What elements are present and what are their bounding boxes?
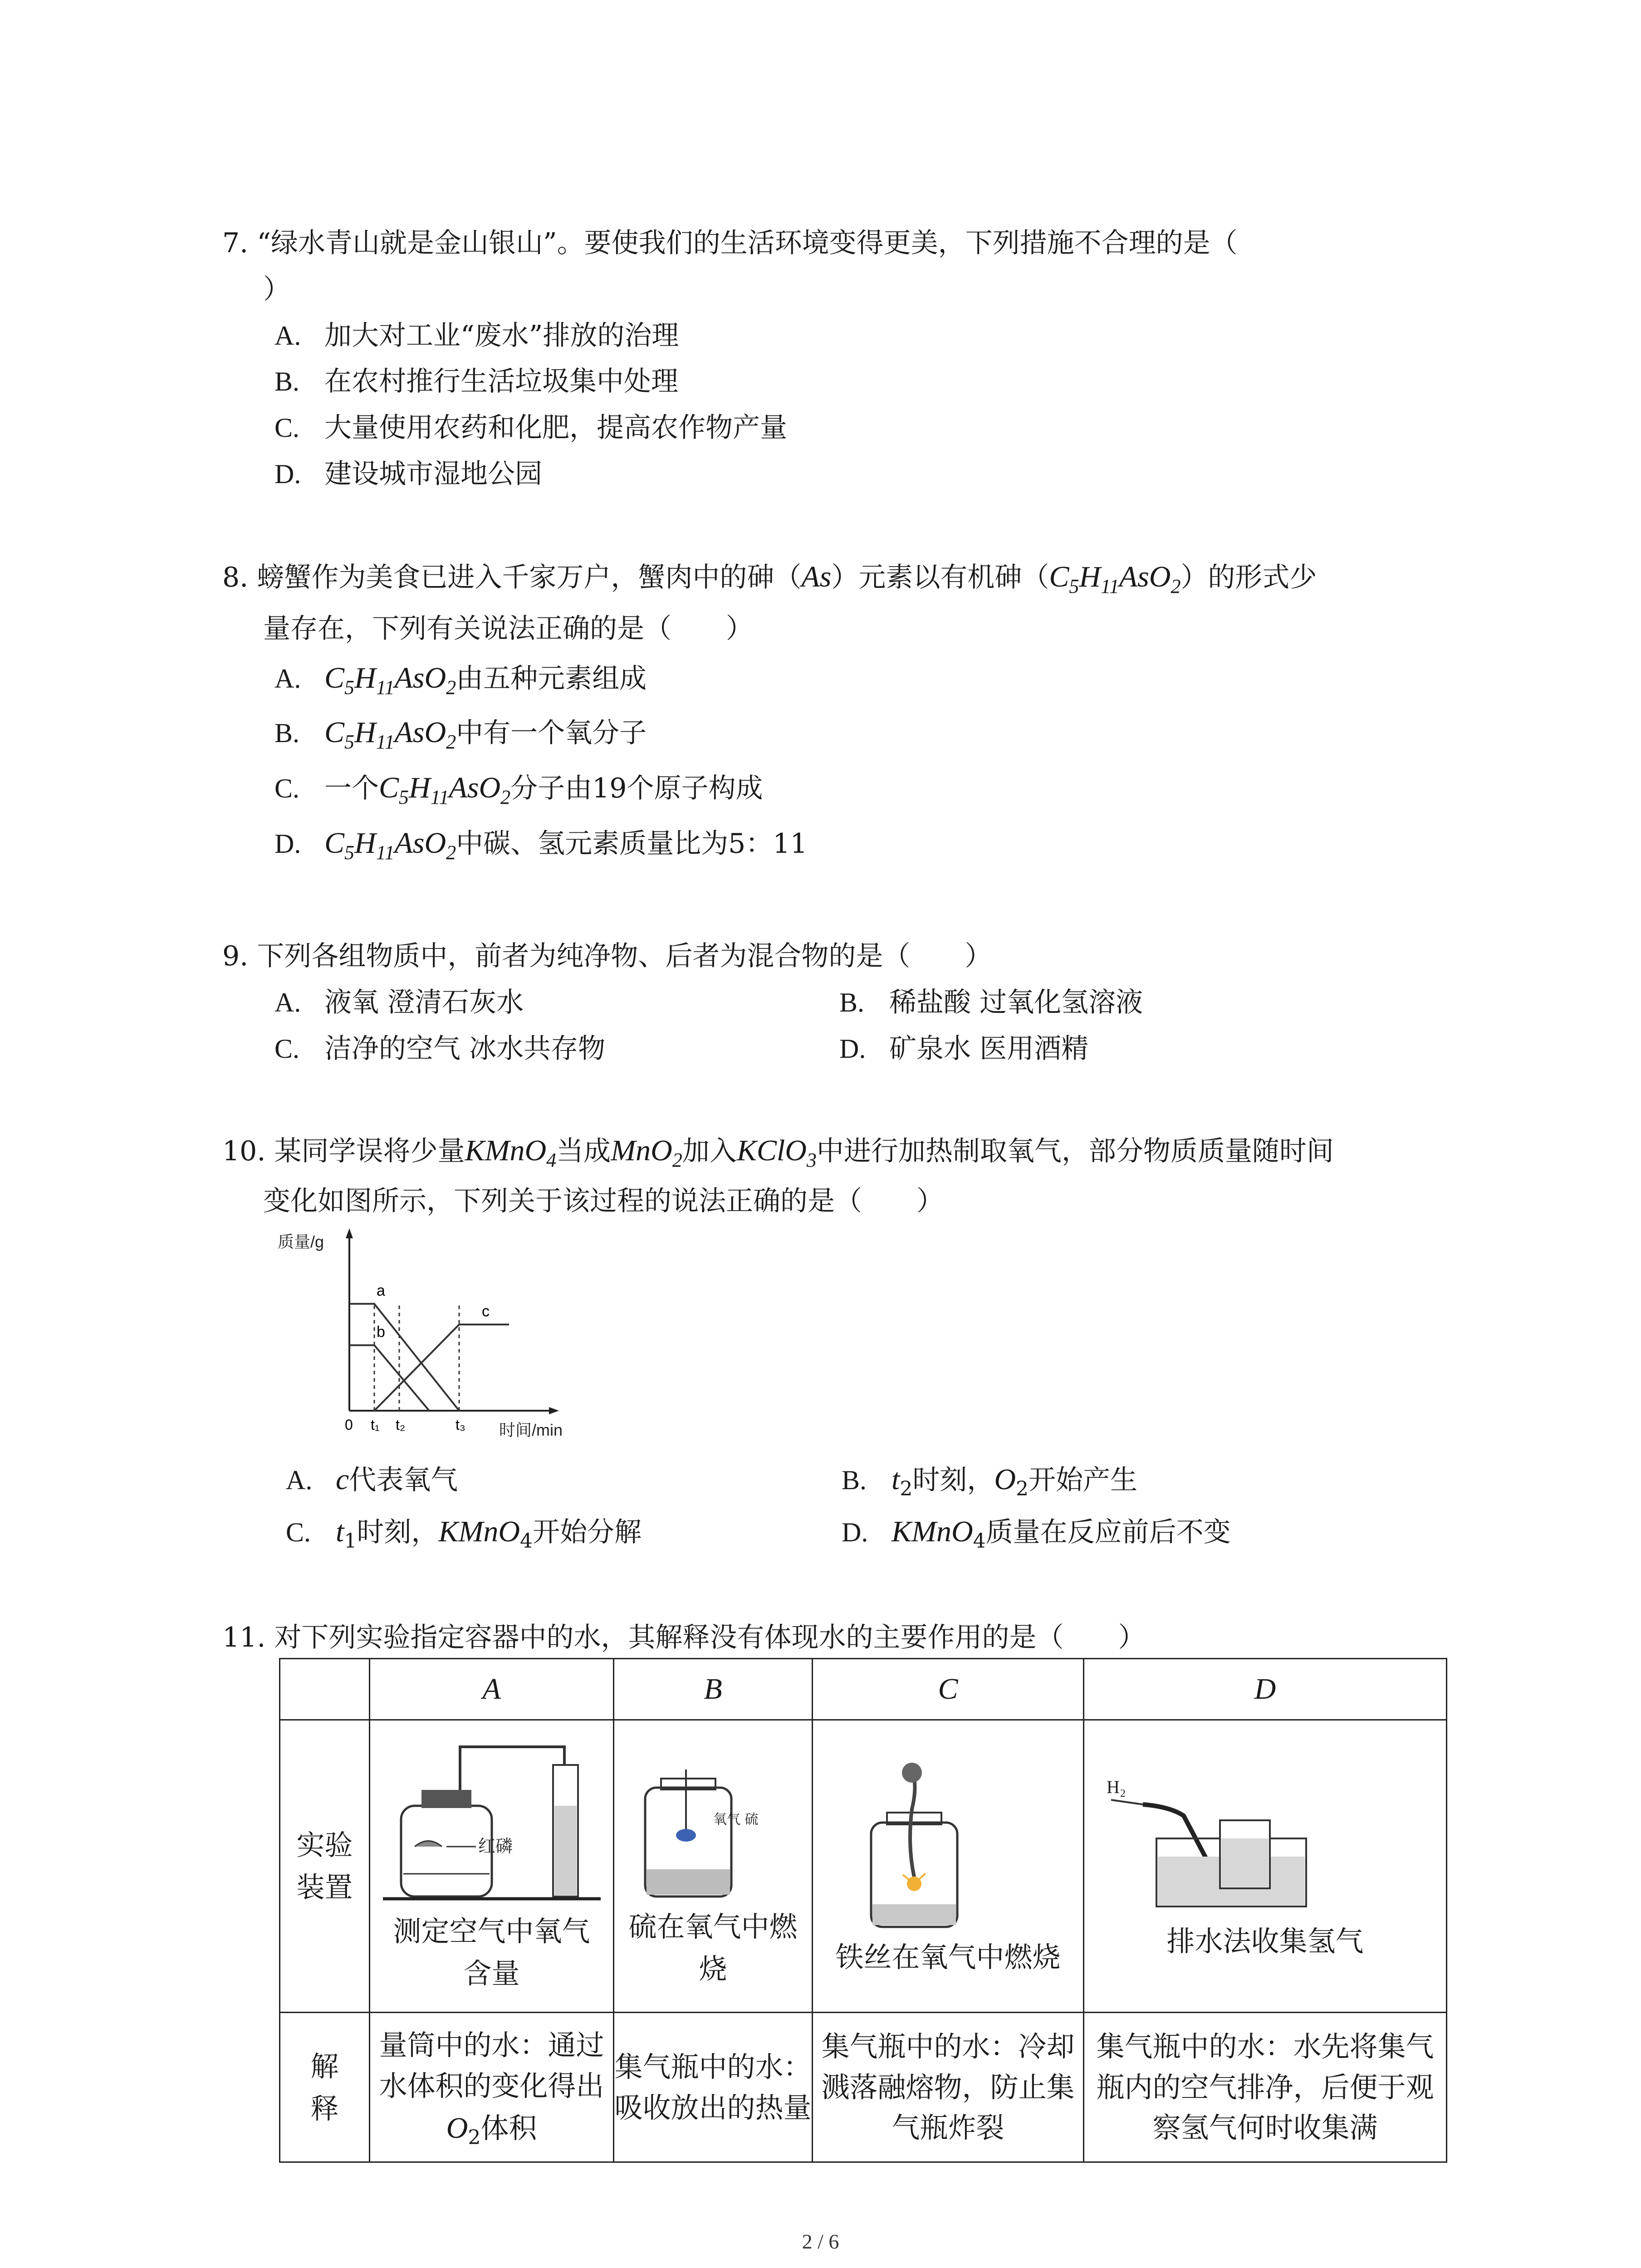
- option-text: 时刻，: [912, 1464, 994, 1496]
- q10-stem-line2: 变化如图所示，下列关于该过程的说法正确的是（ ）: [263, 1185, 944, 1217]
- option-text: 开始分解: [533, 1516, 642, 1548]
- q10-stem-line1: 10. 某同学误将少量KMnO$_4$当成MnO$_2$加入KClO$_3$中进行加热制取氧气，部分物质质量随时间: [222, 1134, 1334, 1171]
- x-tick-label: t₁: [371, 1417, 380, 1433]
- q11-caption-a: 测定空气中氧气含量: [393, 1915, 590, 1990]
- q11-stem: 11. 对下列实验指定容器中的水，其解释没有体现水的主要作用的是（ ）: [222, 1622, 1146, 1653]
- formula: $C_5H_{11}AsO_2$: [379, 771, 511, 808]
- series-line-b: [349, 1345, 429, 1411]
- q8-stem-line1: 8. 螃蟹作为美食已进入千家万户，蟹肉中的砷（As）元素以有机砷$(C_5H_{11}AsO_2)$的形式少: [222, 560, 1317, 597]
- iron-wire-burning-diagram: [830, 1755, 1066, 1936]
- formula: $C_5H_{11}AsO_2$: [324, 826, 456, 864]
- q11-header-row: [280, 1659, 1447, 1720]
- option-text: 中碳、氢元素质量比为5：11: [456, 828, 808, 860]
- chart-xlabel: 时间/min: [499, 1421, 563, 1439]
- formula: $C_5H_{11}AsO_2$: [324, 716, 456, 753]
- series-line-a: [349, 1304, 459, 1411]
- chart-ylabel: 质量/g: [278, 1232, 324, 1251]
- sulfur-burning-diagram: [618, 1742, 808, 1906]
- formula-part: O: [446, 2111, 468, 2145]
- q8-option-b: [274, 711, 647, 753]
- q8-option-a: [274, 657, 647, 699]
- q9-option-a: A. 液氧 澄清石灰水: [274, 987, 524, 1018]
- svg-text:红磷: 红磷: [478, 1836, 513, 1856]
- q11-explanation-a: [370, 2013, 614, 2162]
- q9-stem: 9. 下列各组物质中，前者为纯净物、后者为混合物的是（ ）: [222, 940, 992, 972]
- series-line-c: [374, 1325, 509, 1411]
- q11-caption-d: 排水法收集氢气: [1166, 1924, 1364, 1958]
- x-tick-label: 0: [345, 1417, 353, 1433]
- formula-part: t: [892, 1463, 900, 1496]
- option-text: 中有一个氧分子: [456, 717, 647, 749]
- option-letter: D.: [274, 829, 301, 859]
- q10-option-c: [286, 1510, 642, 1553]
- q11-caption-b: 硫在氧气中燃烧: [628, 1910, 798, 1985]
- option-letter: C.: [274, 773, 300, 803]
- phosphorus-bottle-diagram: [374, 1738, 610, 1910]
- formula-part: t: [336, 1515, 344, 1548]
- q11-cell-c-apparatus: [813, 1720, 1084, 2013]
- svg-text:氧气 硫: 氧气 硫: [713, 1812, 759, 1828]
- x-tick-label: t₂: [396, 1417, 406, 1433]
- q10-option-b: [842, 1458, 1138, 1501]
- q10-option-d: [842, 1510, 1231, 1553]
- q11-explanation-b: 集气瓶中的水：吸收放出的热量: [614, 2013, 813, 2162]
- q8-option-d: [274, 822, 808, 864]
- q11-explanation-d: 集气瓶中的水：水先将集气瓶内的空气排净，后便于观察氢气何时收集满: [1084, 2013, 1447, 2162]
- q8-stem-line2: 量存在，下列有关说法正确的是（ ）: [263, 613, 753, 645]
- explanation-text: 量筒中的水：通过水体积的变化得出: [379, 2028, 604, 2102]
- q11-table: [279, 1658, 1447, 2163]
- option-letter: C.: [286, 1517, 311, 1547]
- option-letter: A.: [274, 664, 301, 694]
- q11-row2-label: 解 释: [280, 2013, 370, 2162]
- page-number: 2 / 6: [802, 2230, 839, 2253]
- q11-header-b: B: [614, 1659, 813, 1720]
- option-text: 一个: [324, 772, 379, 804]
- formula: $C_5H_{11}AsO_2$: [324, 661, 456, 699]
- svg-text:H₂: H₂: [1106, 1776, 1126, 1797]
- option-letter: A.: [286, 1465, 313, 1495]
- option-text: 开始产生: [1029, 1464, 1138, 1496]
- q11-header-a: A: [370, 1659, 614, 1720]
- option-text: 代表氧气: [349, 1464, 458, 1496]
- subscript: 2: [468, 2126, 481, 2149]
- q11-caption-c: 铁丝在氧气中燃烧: [835, 1940, 1061, 1974]
- q7-stem: 7. “绿水青山就是金山银山”。要使我们的生活环境变得更美，下列措施不合理的是（: [222, 227, 1238, 259]
- q11-apparatus-row: [280, 1720, 1447, 2013]
- subscript: 4: [520, 1530, 533, 1553]
- option-text: 由五种元素组成: [456, 663, 647, 694]
- explanation-text: 体积: [480, 2111, 537, 2145]
- chart-x-arrow: [549, 1407, 559, 1414]
- q11-header-d: D: [1084, 1659, 1447, 1720]
- option-letter: B.: [842, 1465, 867, 1495]
- q9-option-c: C. 洁净的空气 冰水共存物: [274, 1033, 606, 1065]
- series-label-a: a: [377, 1282, 385, 1300]
- subscript: 2: [900, 1477, 913, 1501]
- q7-option-c: C. 大量使用农药和化肥，提高农作物产量: [274, 412, 787, 444]
- formula-part: c: [336, 1463, 349, 1496]
- formula-part: KMnO: [438, 1515, 520, 1548]
- option-text: 质量在反应前后不变: [985, 1516, 1231, 1548]
- q9-option-b: B. 稀盐酸 过氧化氢溶液: [839, 987, 1143, 1018]
- q7-option-a: A. 加大对工业“废水”排放的治理: [274, 320, 679, 352]
- q8-option-c: [274, 767, 763, 806]
- q11-explanation-c: 集气瓶中的水：冷却溅落融熔物，防止集气瓶炸裂: [813, 2013, 1084, 2162]
- x-tick-label: t₃: [456, 1417, 465, 1433]
- formula-part: KMnO: [892, 1515, 973, 1548]
- q11-header-c: C: [813, 1659, 1084, 1720]
- series-label-b: b: [377, 1323, 385, 1341]
- q7-option-b: B. 在农村推行生活垃圾集中处理: [274, 366, 678, 397]
- option-letter: D.: [842, 1517, 868, 1547]
- q11-cell-a-apparatus: [370, 1720, 614, 2013]
- q9-option-d: D. 矿泉水 医用酒精: [839, 1033, 1089, 1065]
- subscript: 1: [344, 1530, 357, 1553]
- option-text: 分子由19个原子构成: [510, 772, 763, 804]
- q7-option-d: D. 建设城市湿地公园: [274, 458, 542, 490]
- hydrogen-collection-diagram: [1093, 1770, 1438, 1920]
- q11-cell-b-apparatus: [614, 1720, 813, 2013]
- formula-part: O: [994, 1463, 1016, 1496]
- chart-y-arrow: [346, 1228, 353, 1238]
- q11-explanation-row: [280, 2013, 1447, 2162]
- series-label-c: c: [482, 1303, 490, 1320]
- option-text: 时刻，: [357, 1516, 439, 1548]
- q11-cell-d-apparatus: [1084, 1720, 1447, 2013]
- subscript: 2: [1016, 1477, 1029, 1501]
- q11-row1-label: 实验 装置: [280, 1720, 370, 2013]
- q11-header-blank: [280, 1659, 370, 1720]
- q10-option-a: [286, 1458, 458, 1497]
- option-letter: B.: [274, 718, 300, 748]
- subscript: 4: [973, 1530, 986, 1553]
- q10-mass-time-chart: [272, 1220, 590, 1456]
- q7-stem-end: ）: [263, 274, 290, 305]
